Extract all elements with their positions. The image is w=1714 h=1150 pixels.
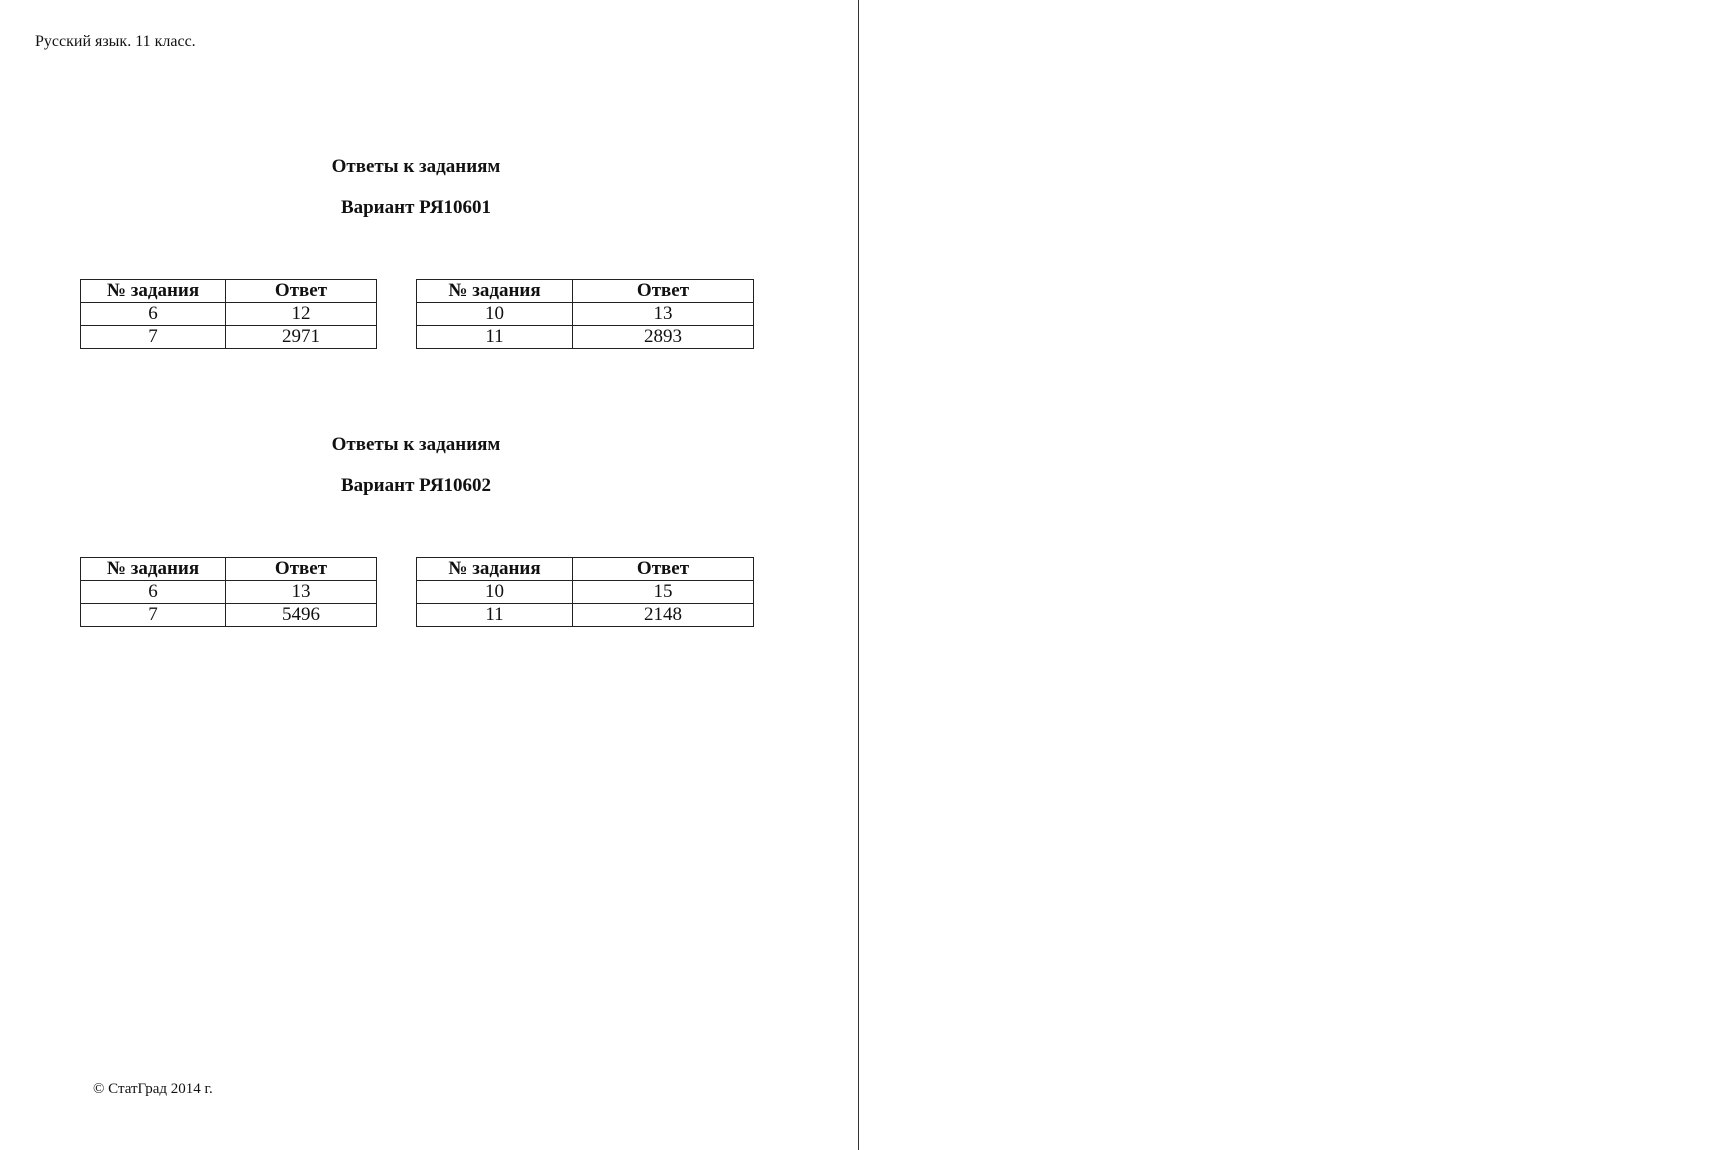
task-cell: 10 bbox=[417, 303, 573, 326]
answer-cell: 15 bbox=[573, 581, 754, 604]
table-header-row bbox=[81, 558, 377, 581]
table-header-row bbox=[417, 558, 754, 581]
task-cell: 6 bbox=[81, 581, 226, 604]
table-row bbox=[417, 581, 754, 604]
table-row bbox=[81, 303, 377, 326]
answers-table-2b bbox=[416, 557, 754, 627]
task-cell: 10 bbox=[417, 581, 573, 604]
answer-cell: 2148 bbox=[573, 604, 754, 627]
answer-cell: 12 bbox=[226, 303, 377, 326]
answer-cell: 5496 bbox=[226, 604, 377, 627]
section-2-variant: Вариант РЯ10602 bbox=[340, 475, 492, 496]
col-task-header: № задания bbox=[417, 558, 573, 581]
table-row bbox=[417, 326, 754, 349]
col-answer-header: Ответ bbox=[573, 280, 754, 303]
answer-cell: 2893 bbox=[573, 326, 754, 349]
col-task-header: № задания bbox=[417, 280, 573, 303]
answer-cell: 13 bbox=[573, 303, 754, 326]
task-cell: 7 bbox=[81, 326, 226, 349]
table-row bbox=[81, 604, 377, 627]
table-row bbox=[417, 604, 754, 627]
copyright-footer: © СтатГрад 2014 г. bbox=[93, 1081, 213, 1097]
table-row bbox=[417, 303, 754, 326]
section-1-variant: Вариант РЯ10601 bbox=[340, 197, 492, 218]
col-task-header: № задания bbox=[81, 280, 226, 303]
answers-table-1a bbox=[80, 279, 377, 349]
answers-table-1b bbox=[416, 279, 754, 349]
table-row bbox=[81, 581, 377, 604]
section-2-heading: Ответы к заданиям bbox=[331, 434, 501, 455]
table-header-row bbox=[417, 280, 754, 303]
task-cell: 6 bbox=[81, 303, 226, 326]
answers-table-2a bbox=[80, 557, 377, 627]
col-answer-header: Ответ bbox=[226, 558, 377, 581]
col-answer-header: Ответ bbox=[573, 558, 754, 581]
task-cell: 11 bbox=[417, 604, 573, 627]
running-header: Русский язык. 11 класс. bbox=[35, 33, 196, 50]
task-cell: 7 bbox=[81, 604, 226, 627]
table-header-row bbox=[81, 280, 377, 303]
col-task-header: № задания bbox=[81, 558, 226, 581]
answer-cell: 13 bbox=[226, 581, 377, 604]
section-1-heading: Ответы к заданиям bbox=[331, 156, 501, 177]
answer-cell: 2971 bbox=[226, 326, 377, 349]
task-cell: 11 bbox=[417, 326, 573, 349]
table-row bbox=[81, 326, 377, 349]
right-page bbox=[859, 0, 1714, 1150]
col-answer-header: Ответ bbox=[226, 280, 377, 303]
